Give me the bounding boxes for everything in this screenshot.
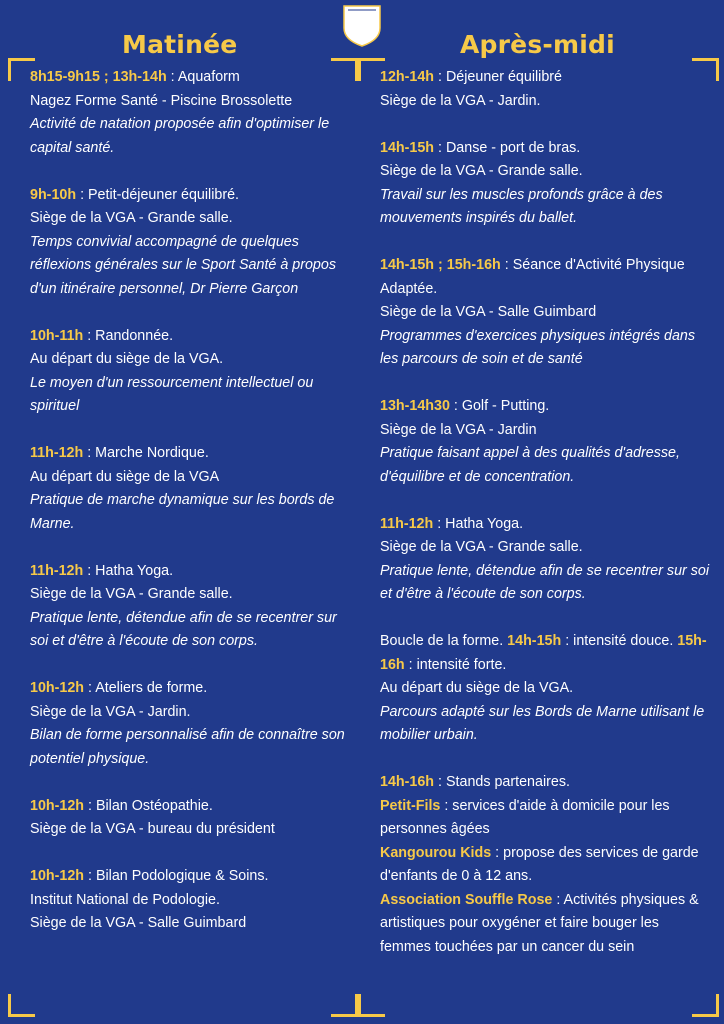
entry-heading: 10h-12h : Bilan Podologique & Soins.: [30, 868, 269, 884]
boucle-label-2: : intensité forte.: [408, 656, 507, 673]
entry-time: 9h-10h: [30, 186, 77, 203]
entry-title: Bilan Ostéopathie.: [95, 797, 213, 814]
entry-location: Siège de la VGA - Grande salle.: [380, 163, 583, 179]
entry-time: 10h-11h: [30, 327, 84, 344]
afternoon-title: Après-midi: [460, 30, 615, 59]
entry-time: 11h-12h: [30, 562, 84, 579]
boucle-line: [380, 630, 710, 677]
entry-title: Randonnée.: [95, 327, 174, 344]
entry-time: 14h-15h ; 15h-16h: [380, 257, 501, 273]
entry-description: Pratique de marche dynamique sur les bords de Marne.: [30, 492, 335, 532]
entry-title: Bilan Podologique & Soins.: [95, 868, 269, 884]
boucle-intro: Boucle de la forme.: [380, 633, 504, 649]
boucle-label-1: : intensité douce.: [565, 633, 674, 649]
schedule-entry: [30, 677, 350, 771]
morning-title: Matinée: [122, 30, 238, 59]
entry-time: 11h-12h: [30, 445, 84, 461]
schedule-entry: [380, 137, 710, 231]
partner-name: Petit-Fils: [380, 797, 441, 814]
partner-text: services d'aide à domicile pour les personnes âgées: [380, 797, 670, 837]
entry-title: Petit-déjeuner équilibré.: [88, 186, 240, 203]
entry-location: Siège de la VGA - Grande salle.: [30, 586, 233, 602]
entry-description: Pratique lente, détendue afin de se recentrer sur soi et d'être à l'écoute de son corps.: [30, 609, 337, 649]
schedule-entry: [30, 66, 350, 160]
entry-heading: 11h-12h : Hatha Yoga.: [30, 562, 174, 579]
entry-heading: 8h15-9h15 ; 13h-14h : Aquaform: [30, 69, 240, 85]
stands-line: [380, 771, 710, 795]
schedule-entry: [380, 513, 710, 607]
boucle-time-1: 14h-15h: [507, 633, 562, 649]
boucle-description: Parcours adapté sur les Bords de Marne utilisant le mobilier urbain.: [380, 703, 705, 743]
entry-location: Siège de la VGA - Salle Guimbard: [380, 304, 597, 320]
schedule-entry: [30, 560, 350, 654]
entry-location: Institut National de Podologie.: [30, 891, 220, 908]
entry-location: Siège de la VGA - Grande salle.: [380, 539, 583, 555]
entry-title: Danse - port de bras.: [445, 139, 581, 156]
partner-souffle-rose: Association Souffle Rose : Activités physiques & artistiques pour oxygéner et faire bouger les femmes touchées par un cancer du sein: [380, 891, 699, 955]
entry-description: Temps convivial accompagné de quelques réflexions générales sur le Sport Santé à propos d'un itinéraire personnel, Dr Pierre Garçon: [30, 233, 336, 297]
stands-entry: [380, 771, 710, 959]
entry-title: Hatha Yoga.: [95, 562, 174, 579]
entry-location: Au départ du siège de la VGA: [30, 468, 220, 485]
entry-title: Aquaform: [177, 69, 240, 85]
boucle-time-2: 15h-16h: [380, 633, 707, 673]
entry-heading: 13h-14h30 : Golf - Putting.: [380, 398, 550, 414]
entry-description: Activité de natation proposée afin d'optimiser le capital santé.: [30, 116, 330, 156]
partner-name: Kangourou Kids: [380, 844, 492, 861]
vga-logo: [340, 2, 384, 48]
schedule-entry: [380, 254, 710, 372]
entry-description: Programmes d'exercices physiques intégrés dans les parcours de soin et de santé: [380, 327, 696, 367]
partner-text: Activités physiques & artistiques pour oxygéner et faire bouger les femmes touchées par un cancer du sein: [380, 891, 699, 955]
entry-time: 13h-14h30: [380, 398, 450, 414]
entry-location: Siège de la VGA - Jardin.: [30, 703, 191, 720]
schedule-entry: [30, 184, 350, 302]
entry-heading: 9h-10h : Petit-déjeuner équilibré.: [30, 186, 240, 203]
entry-location: Siège de la VGA - Salle Guimbard: [30, 915, 247, 931]
entry-time: 8h15-9h15 ; 13h-14h: [30, 69, 167, 85]
entry-description: Pratique lente, détendue afin de se recentrer sur soi et d'être à l'écoute de son corps.: [380, 562, 710, 602]
entry-time: 12h-14h: [380, 69, 435, 85]
entry-time: 14h-15h: [380, 139, 435, 156]
schedule-entry: [30, 325, 350, 419]
corner-bracket: [331, 994, 358, 1017]
partner-name: Association Souffle Rose: [380, 891, 553, 908]
entry-heading: 11h-12h : Hatha Yoga.: [380, 515, 524, 532]
entry-description: Pratique faisant appel à des qualités d'adresse, d'équilibre et de concentration.: [380, 445, 680, 485]
entry-title: Séance d'Activité Physique Adaptée.: [380, 257, 685, 297]
corner-bracket: [358, 994, 385, 1017]
entry-title: Hatha Yoga.: [445, 515, 524, 532]
entry-heading: 10h-11h : Randonnée.: [30, 327, 174, 344]
boucle-location: Au départ du siège de la VGA.: [380, 680, 574, 696]
entry-location: Siège de la VGA - Jardin: [380, 421, 537, 438]
entry-location: Siège de la VGA - Grande salle.: [30, 210, 233, 226]
entry-time: 11h-12h: [380, 515, 434, 532]
schedule-entry: [30, 795, 350, 842]
entry-time: 10h-12h: [30, 868, 85, 884]
stands-time: 14h-16h: [380, 774, 435, 790]
entry-time: 10h-12h: [30, 797, 85, 814]
partner-petit-fils: Petit-Fils : services d'aide à domicile pour les personnes âgées: [380, 797, 670, 837]
partner-kangourou-kids: Kangourou Kids : propose des services de garde d'enfants de 0 à 12 ans.: [380, 844, 699, 884]
morning-column: [30, 66, 350, 959]
corner-bracket: [8, 994, 35, 1017]
entry-title: Marche Nordique.: [95, 445, 209, 461]
entry-description: Le moyen d'un ressourcement intellectuel ou spirituel: [30, 374, 314, 414]
entry-description: Bilan de forme personnalisé afin de connaître son potentiel physique.: [30, 727, 345, 767]
schedule-entry: [380, 66, 710, 113]
entry-location: Nagez Forme Santé - Piscine Brossolette: [30, 92, 293, 109]
schedule-entry: [380, 395, 710, 489]
corner-bracket: [692, 994, 719, 1017]
entry-heading: 14h-15h ; 15h-16h : Séance d'Activité Physique Adaptée.: [380, 257, 685, 297]
entry-title: Golf - Putting.: [461, 398, 550, 414]
stands-title: : Stands partenaires.: [438, 774, 570, 790]
entry-heading: 12h-14h : Déjeuner équilibré: [380, 69, 563, 85]
entry-heading: 11h-12h : Marche Nordique.: [30, 445, 209, 461]
entry-heading: 14h-15h : Danse - port de bras.: [380, 139, 581, 156]
entry-heading: 10h-12h : Ateliers de forme.: [30, 680, 208, 696]
entry-title: Déjeuner équilibré: [445, 69, 563, 85]
entry-description: Travail sur les muscles profonds grâce à des mouvements inspirés du ballet.: [380, 186, 663, 226]
entry-location: Siège de la VGA - bureau du président: [30, 821, 275, 837]
schedule-entry: [30, 865, 350, 936]
entry-location: Au départ du siège de la VGA.: [30, 351, 224, 367]
entry-heading: 10h-12h : Bilan Ostéopathie.: [30, 797, 213, 814]
schedule-entry: [30, 442, 350, 536]
afternoon-column: [380, 66, 710, 983]
entry-location: Siège de la VGA - Jardin.: [380, 92, 541, 109]
boucle-entry: [380, 630, 710, 748]
entry-title: Ateliers de forme.: [95, 680, 208, 696]
partner-text: propose des services de garde d'enfants de 0 à 12 ans.: [380, 844, 699, 884]
entry-time: 10h-12h: [30, 680, 85, 696]
